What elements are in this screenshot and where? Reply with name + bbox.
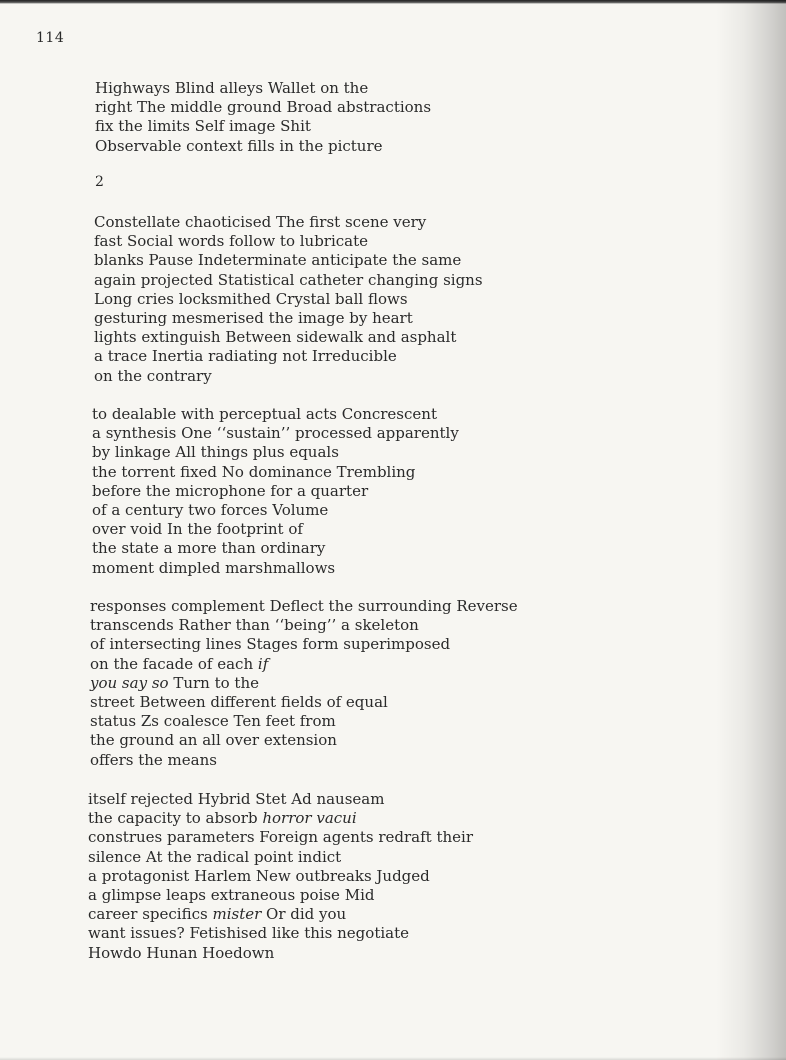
italic-phrase: mister xyxy=(212,905,262,924)
poem-line xyxy=(90,655,518,674)
poem-line: silence At the radical point indict xyxy=(88,847,342,866)
poem-line: a synthesis One ‘‘sustain’’ processed apparently xyxy=(92,424,459,443)
poem-line: on the contrary xyxy=(94,366,212,385)
stanza-5 xyxy=(88,790,473,963)
poem-line: construes parameters Foreign agents redraft their xyxy=(88,828,474,847)
poem-line: responses complement Deflect the surrounding Reverse xyxy=(90,597,518,615)
line-text: the capacity to absorb xyxy=(88,809,258,828)
page-number: 114 xyxy=(36,30,65,46)
stanza-3 xyxy=(92,405,459,578)
poem-line: of a century two forces Volume xyxy=(92,501,329,520)
poem-line: lights extinguish Between sidewalk and asphalt xyxy=(94,328,457,347)
line-text: Or did you xyxy=(266,905,347,924)
poem-line: by linkage All things plus equals xyxy=(92,443,339,462)
page-top-edge xyxy=(0,0,786,4)
line-text: Turn to the xyxy=(173,673,259,692)
poem-line: over void In the footprint of xyxy=(92,520,303,539)
poem-line: a glimpse leaps extraneous poise Mid xyxy=(88,886,375,905)
poem-line: Constellate chaoticised The first scene very xyxy=(94,213,427,231)
poem-line: right The middle ground Broad abstractions xyxy=(95,98,432,117)
poem-line: again projected Statistical catheter changing signs xyxy=(94,270,483,289)
poem-line: fix the limits Self image Shit xyxy=(95,117,311,136)
poem-line: before the microphone for a quarter xyxy=(92,481,369,500)
line-text: on the facade of each xyxy=(90,654,254,673)
poem-line: Observable context fills in the picture xyxy=(95,136,383,155)
poem-line: a trace Inertia radiating not Irreducible xyxy=(94,347,397,366)
poem-line: Long cries locksmithed Crystal ball flows xyxy=(94,289,408,308)
poem-line xyxy=(88,905,473,924)
poem-line xyxy=(88,809,473,828)
poem-line: street Between different fields of equal xyxy=(90,693,388,712)
poem-line: of intersecting lines Stages form superimposed xyxy=(90,635,451,654)
poem-line: a protagonist Harlem New outbreaks Judged xyxy=(88,866,430,885)
poem-line: transcends Rather than ‘‘being’’ a skeleton xyxy=(90,616,419,635)
section-number: 2 xyxy=(95,174,104,190)
poem-line: offers the means xyxy=(90,750,217,769)
stanza-1 xyxy=(95,79,431,156)
italic-phrase: if xyxy=(257,654,269,673)
italic-phrase: you say so xyxy=(90,673,169,692)
poem-line: to dealable with perceptual acts Concrescent xyxy=(92,405,437,423)
italic-phrase: horror vacui xyxy=(262,809,357,828)
poem-line: Howdo Hunan Hoedown xyxy=(88,943,275,962)
poem-line: the ground an all over extension xyxy=(90,731,337,750)
poem-line: want issues? Fetishised like this negotiate xyxy=(88,924,409,943)
poem-line: blanks Pause Indeterminate anticipate the same xyxy=(94,251,462,270)
poem-line: Highways Blind alleys Wallet on the xyxy=(95,79,369,97)
poem-line xyxy=(90,674,518,693)
poem-line: the state a more than ordinary xyxy=(92,539,326,558)
poem-line: gesturing mesmerised the image by heart xyxy=(94,309,413,328)
poem-line: the torrent fixed No dominance Trembling xyxy=(92,462,416,481)
poem-line: status Zs coalesce Ten feet from xyxy=(90,712,336,731)
poem-line: fast Social words follow to lubricate xyxy=(94,232,369,251)
book-gutter-shadow xyxy=(716,0,786,1060)
stanza-4 xyxy=(90,597,518,770)
stanza-2 xyxy=(94,213,483,386)
poem-line: moment dimpled marshmallows xyxy=(92,558,336,577)
poem-line: itself rejected Hybrid Stet Ad nauseam xyxy=(88,790,385,808)
line-text: career specifics xyxy=(88,905,208,924)
